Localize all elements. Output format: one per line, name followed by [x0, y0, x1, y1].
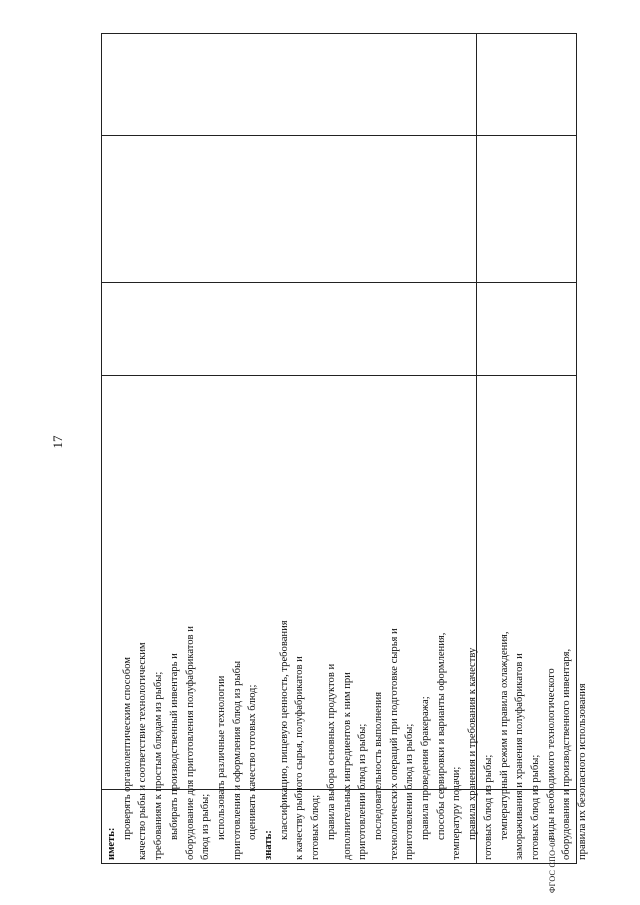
text-line: качество рыбы и соответствие технологическим — [137, 642, 149, 860]
text-line: виды необходимого технологического — [545, 668, 557, 840]
table-column-divider — [102, 375, 576, 376]
text-line: готовых блюд; — [310, 794, 322, 860]
text-line: к качеству рыбного сырья, полуфабрикатов и — [294, 656, 306, 860]
competency-table — [101, 33, 589, 864]
text-line: правила хранения и требования к качеству — [467, 647, 479, 840]
text-line: правила выбора основных продуктов и — [325, 663, 337, 840]
text-line: классификацию, пищевую ценность, требования — [278, 620, 290, 840]
text-line: знать: — [263, 830, 275, 860]
text-line: требованиям к простым блюдам из рыбы; — [153, 671, 165, 860]
text-line: способы сервировки и варианты оформления, — [435, 632, 447, 840]
text-line: оценивать качество готовых блюд; — [247, 684, 259, 840]
text-line: оборудования и производственного инвентаря, — [561, 648, 573, 860]
text-line: оборудование для приготовления полуфабрикатов и — [184, 626, 196, 860]
page-number: 17 — [50, 435, 65, 449]
text-line: температурный режим и правила охлаждения, — [498, 631, 510, 840]
document-code: ФГОС СПО-06 — [548, 838, 557, 893]
text-line: проверять органолептическим способом — [121, 657, 133, 840]
text-line: замораживания и хранения полуфабрикатов и — [514, 653, 526, 860]
text-line: технологических операций при подготовке сырья и — [388, 628, 400, 860]
text-line: блюд из рыбы; — [200, 793, 212, 860]
text-line: приготовлении блюд из рыбы; — [357, 723, 369, 860]
text-line: последовательность выполнения — [372, 691, 384, 840]
text-line: готовых блюд из рыбы; — [529, 754, 541, 860]
text-line: готовых блюд из рыбы; — [482, 754, 494, 860]
table-column-divider — [102, 282, 576, 283]
text-line: дополнительных ингредиентов к ним при — [341, 672, 353, 860]
requirements-cell — [104, 488, 589, 863]
text-line: температуру подачи; — [451, 766, 463, 860]
text-line: правила проведения бракеража; — [420, 696, 432, 840]
table-column-divider — [102, 135, 576, 136]
text-line: приготовления и оформления блюд из рыбы — [231, 660, 243, 860]
text-line: правила их безопасного использования — [577, 683, 589, 860]
text-line: приготовлении блюд из рыбы; — [404, 723, 416, 860]
text-line: иметь: — [106, 827, 117, 860]
text-line: выбирать производственный инвентарь и — [168, 653, 180, 840]
text-line: использовать различные технологии — [215, 675, 227, 840]
